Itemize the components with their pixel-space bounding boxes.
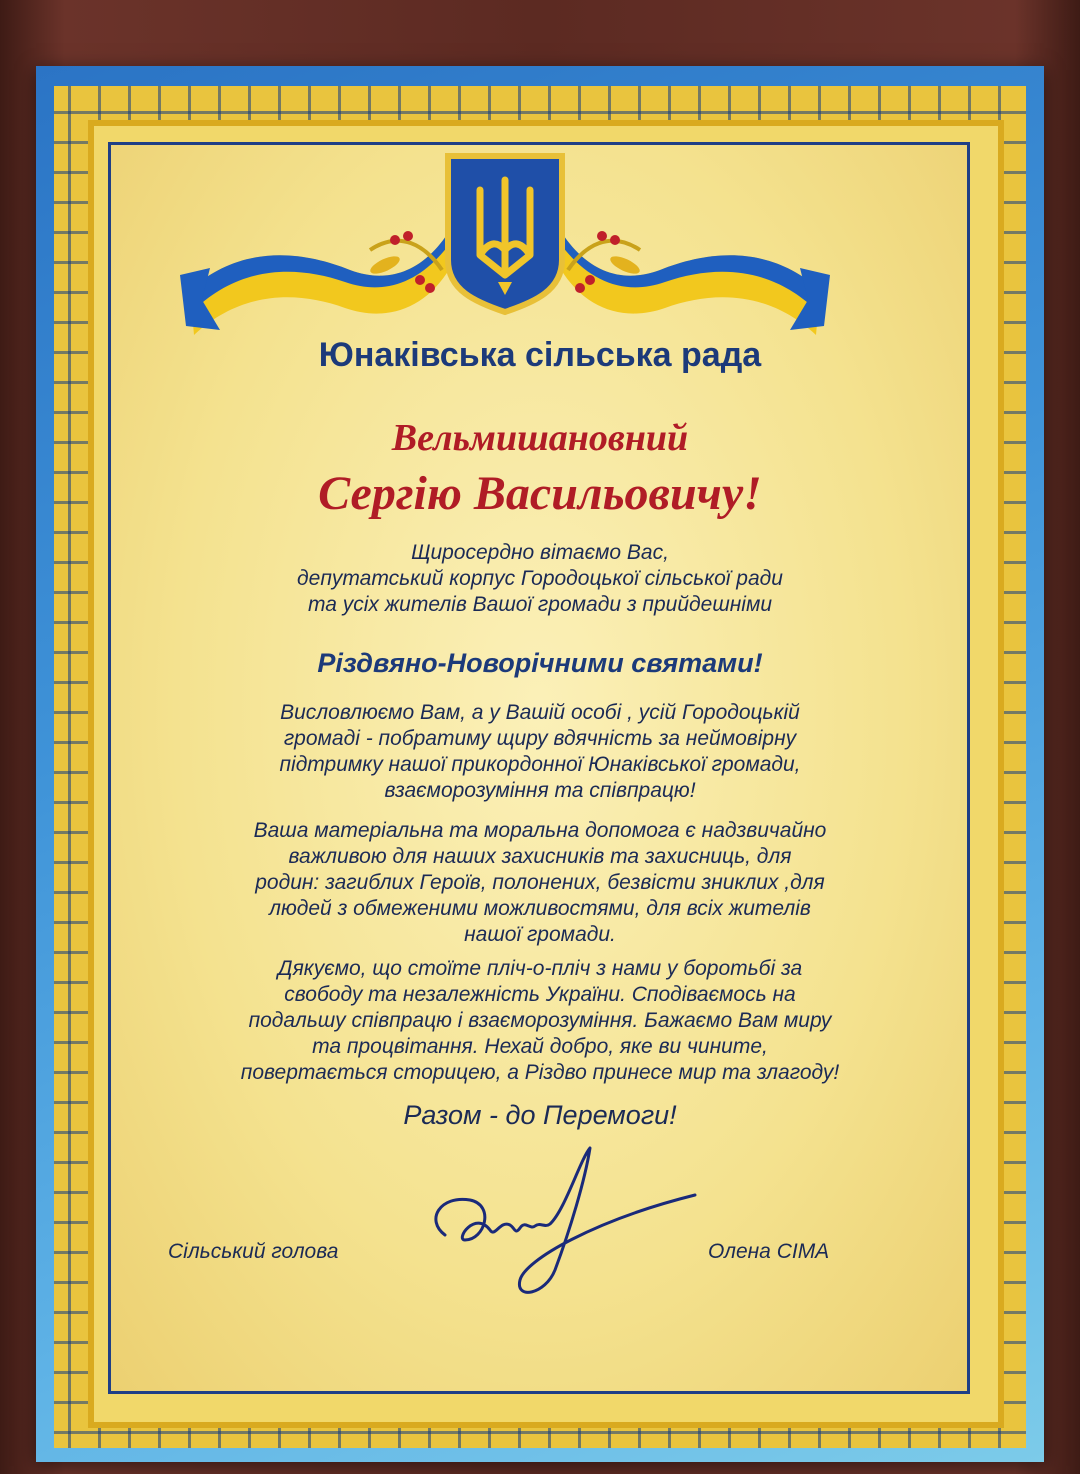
text-line: свободу та незалежність України. Сподіваємось на [284,983,796,1006]
text-line: людей з обмеженими можливостями, для всіх жителів [269,897,811,920]
text-line: важливою для наших захисників та захисниць, для [288,845,792,868]
signature-mark [415,1140,705,1310]
text-line: Дякуємо, що стоїте пліч-о-пліч з нами у боротьбі за [277,957,803,980]
text-line: Висловлюємо Вам, а у Вашій особі , усій Городоцькій [280,701,800,724]
council-name: Юнаківська сільська рада [318,336,762,374]
text-line: та усіх жителів Вашої громади з прийдешніми [307,593,773,616]
intro-paragraph [0,540,1080,618]
text-line: взаєморозуміння та співпрацю! [384,779,696,802]
text-line: та процвітання. Нехай добро, яке ви чините, [312,1035,768,1058]
salutation-line-1: Вельмишановний [391,417,689,459]
text-line: родин: загиблих Героїв, полонених, безвісти зниклих ,для [255,871,825,894]
text-line: громаді - побратиму щиру вдячність за неймовірну [283,727,797,750]
text-line: Щиросердно вітаємо Вас, [411,541,669,564]
thanks-paragraph [0,956,1080,1086]
signatory-name: Олена СІМА [708,1240,830,1263]
text-line: підтримку нашої прикордонної Юнаківської громади, [279,753,801,776]
support-paragraph [0,818,1080,948]
motto: Разом - до Перемоги! [403,1100,677,1130]
salutation-line-2: Сергію Васильовичу! [318,467,762,520]
text-line: Ваша матеріальна та моральна допомога є надзвичайно [253,819,827,842]
signatory-title: Сільський голова [168,1240,339,1263]
coat-of-arms-trident-icon [448,156,562,312]
text-line: подальшу співпрацю і взаєморозуміння. Бажаємо Вам миру [248,1009,832,1032]
gratitude-paragraph [0,700,1080,804]
holiday-heading: Різдвяно-Новорічними святами! [317,648,763,678]
text-line: повертається сторицею, а Різдво принесе мир та злагоду! [240,1061,840,1084]
text-line: нашої громади. [464,923,616,946]
ribbon-flag-icon [180,150,830,340]
text-line: депутатський корпус Городоцької сільської ради [297,567,783,590]
